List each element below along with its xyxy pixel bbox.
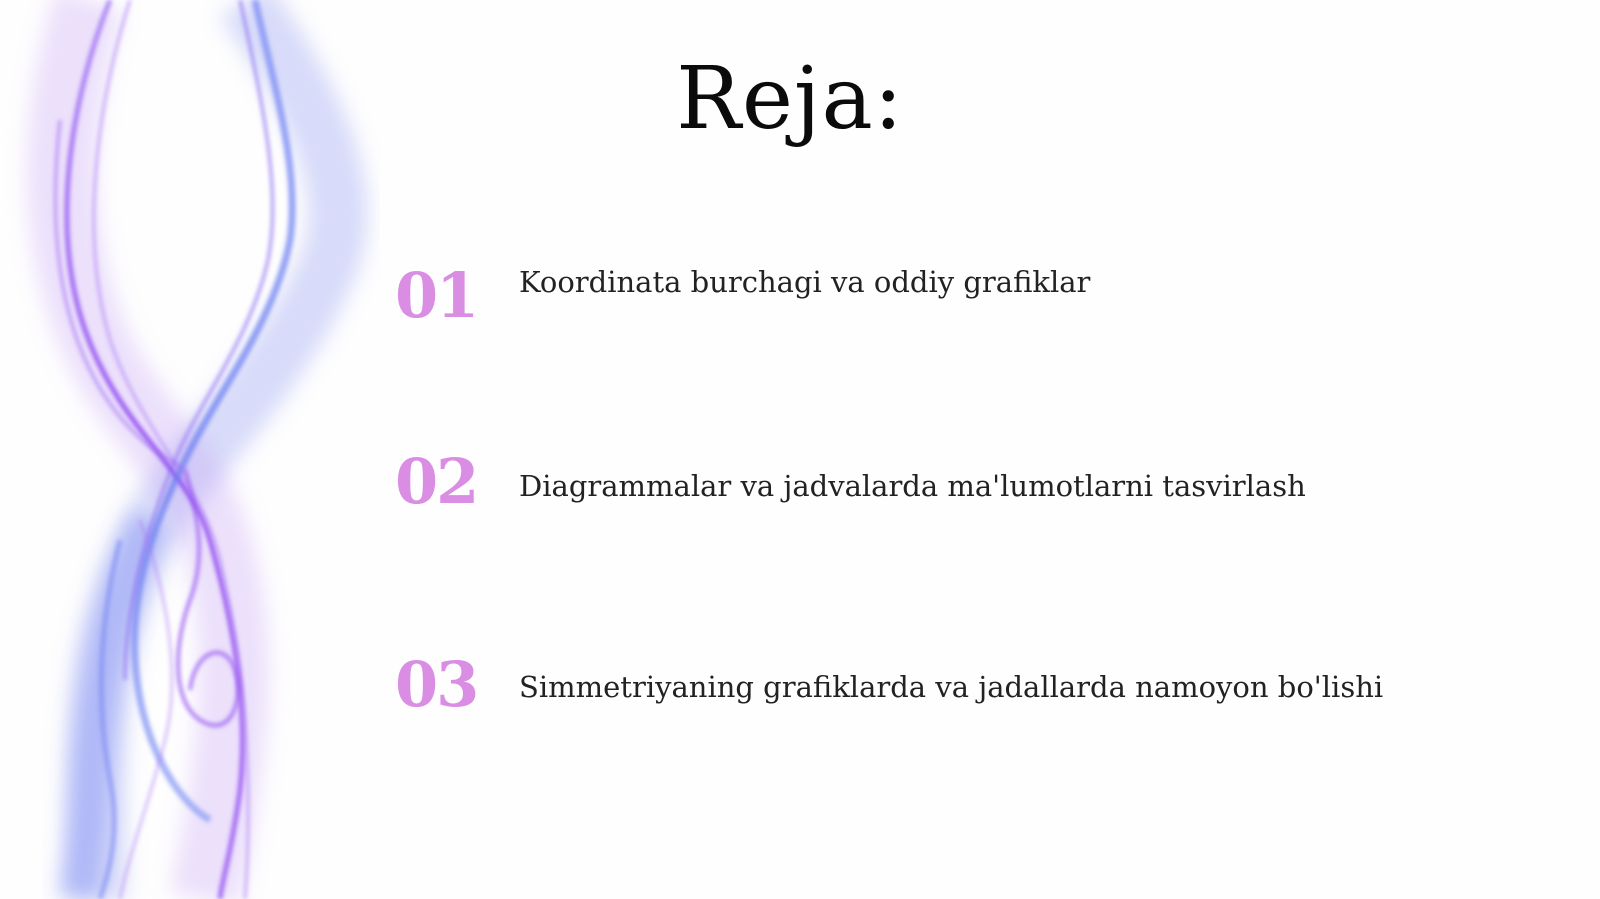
agenda-item-3-text: Simmetriyaning grafiklarda va jadallarda namoyon bo'lishi [519, 670, 1384, 704]
agenda-item-2 [395, 442, 1545, 522]
agenda-item-1-text: Koordinata burchagi va oddiy grafiklar [519, 265, 1091, 299]
agenda-item-2-text: Diagrammalar va jadvalarda ma'lumotlarni tasvirlash [519, 469, 1306, 503]
slide-title [0, 44, 1600, 154]
agenda-item-1 [395, 256, 1545, 336]
agenda-item-3 [395, 645, 1545, 725]
agenda-item-3-number: 03 [395, 648, 478, 721]
agenda-item-1-number: 01 [395, 259, 478, 332]
slide-title-text: Reja: [676, 49, 904, 149]
agenda-item-2-number: 02 [395, 445, 478, 518]
